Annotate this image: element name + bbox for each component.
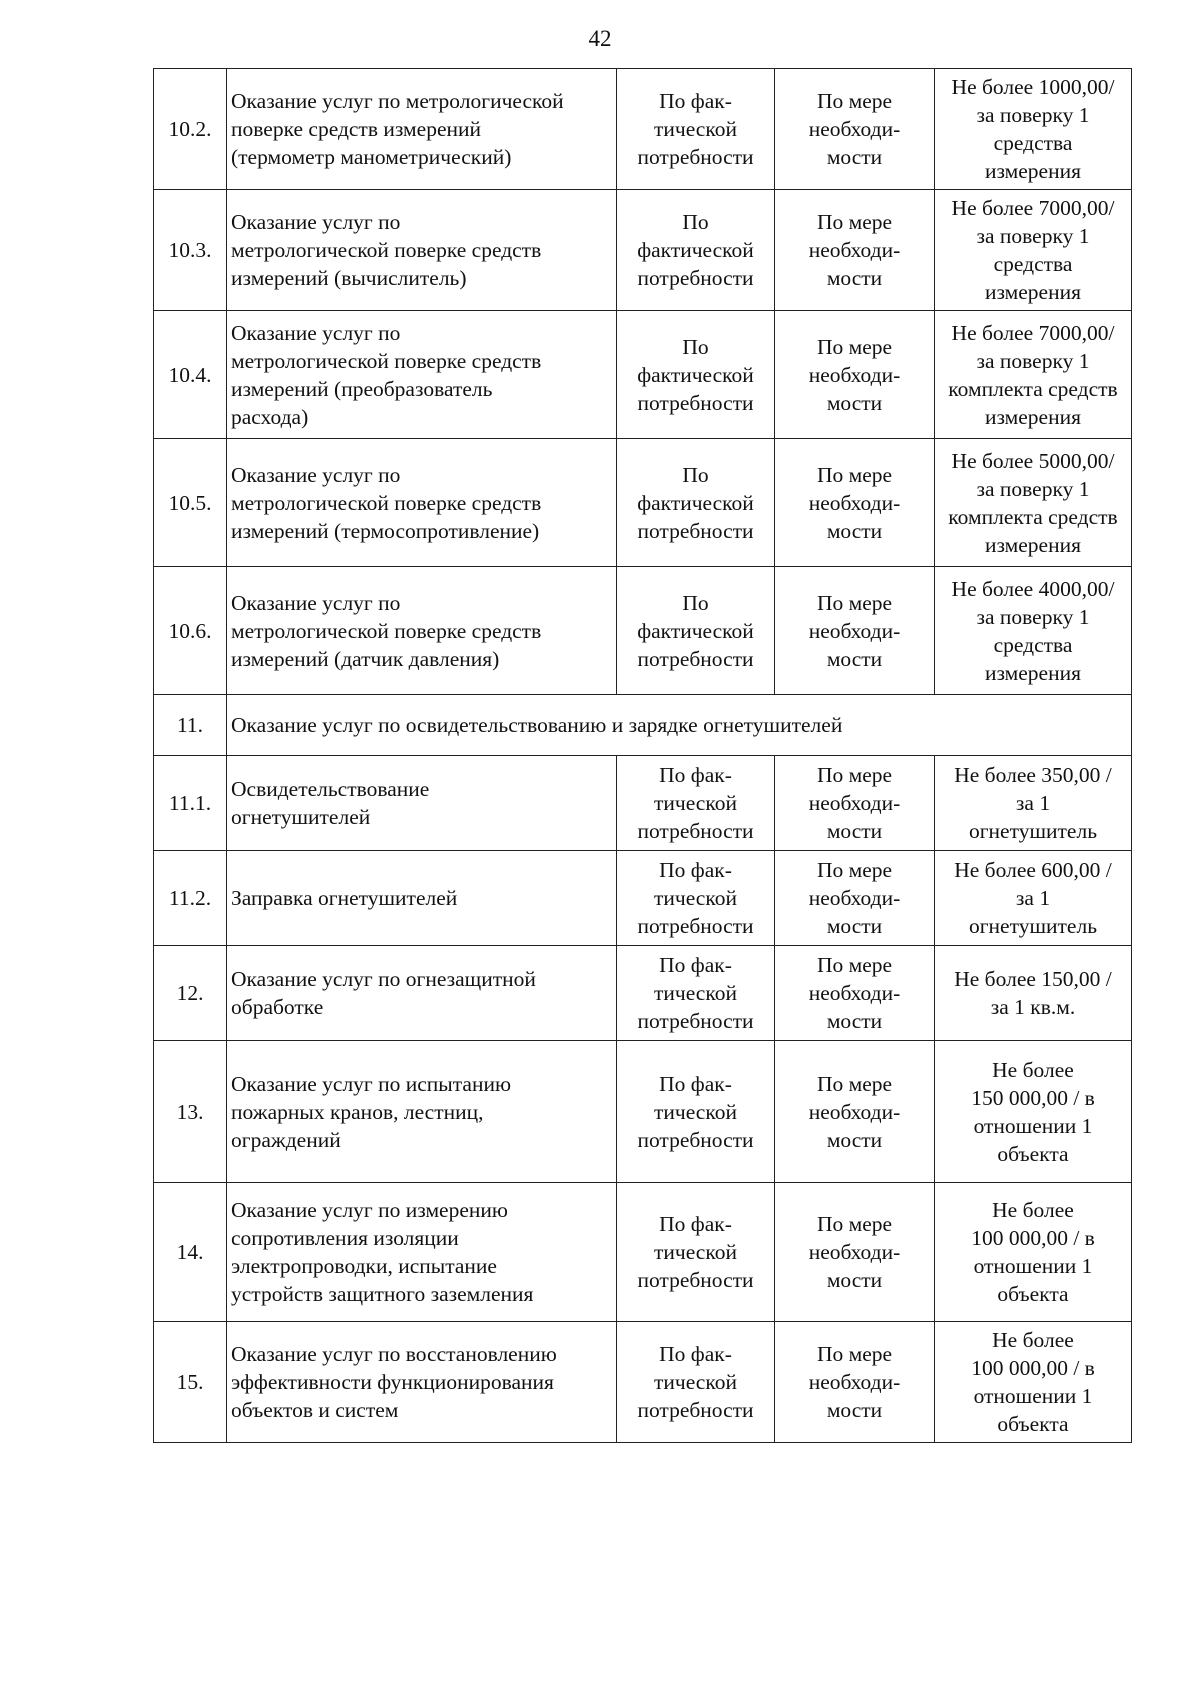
delivery-term: По мере необходи- мости — [775, 946, 935, 1041]
section-title: Оказание услуг по освидетельствованию и зарядке огнетушителей — [227, 695, 1132, 756]
delivery-term: По мере необходи- мости — [775, 311, 935, 439]
section-row — [154, 695, 1132, 756]
need-volume: По фактической потребности — [617, 190, 775, 311]
delivery-term: По мере необходи- мости — [775, 1183, 935, 1322]
service-name: Оказание услуг по метрологической поверке средств измерений (термометр манометрический) — [227, 69, 617, 190]
row-number: 14. — [154, 1183, 227, 1322]
need-volume: По фак- тической потребности — [617, 1183, 775, 1322]
table-row — [154, 190, 1132, 311]
price-limit: Не более 100 000,00 / в отношении 1 объекта — [935, 1322, 1132, 1443]
delivery-term: По мере необходи- мости — [775, 1041, 935, 1183]
delivery-term: По мере необходи- мости — [775, 190, 935, 311]
delivery-term: По мере необходи- мости — [775, 439, 935, 567]
table-row — [154, 1041, 1132, 1183]
service-name: Оказание услуг по метрологической поверке средств измерений (преобразователь расхода) — [227, 311, 617, 439]
service-name: Оказание услуг по метрологической поверке средств измерений (вычислитель) — [227, 190, 617, 311]
table-row — [154, 69, 1132, 190]
need-volume: По фак- тической потребности — [617, 756, 775, 851]
delivery-term: По мере необходи- мости — [775, 567, 935, 695]
table-row — [154, 756, 1132, 851]
price-limit: Не более 150 000,00 / в отношении 1 объекта — [935, 1041, 1132, 1183]
row-number: 15. — [154, 1322, 227, 1443]
row-number: 13. — [154, 1041, 227, 1183]
need-volume: По фак- тической потребности — [617, 851, 775, 946]
row-number: 11.1. — [154, 756, 227, 851]
row-number: 10.5. — [154, 439, 227, 567]
need-volume: По фак- тической потребности — [617, 946, 775, 1041]
service-name: Освидетельствование огнетушителей — [227, 756, 617, 851]
price-limit: Не более 150,00 / за 1 кв.м. — [935, 946, 1132, 1041]
service-name: Заправка огнетушителей — [227, 851, 617, 946]
table-row — [154, 311, 1132, 439]
delivery-term: По мере необходи- мости — [775, 69, 935, 190]
row-number: 12. — [154, 946, 227, 1041]
need-volume: По фак- тической потребности — [617, 69, 775, 190]
price-limit: Не более 600,00 / за 1 огнетушитель — [935, 851, 1132, 946]
need-volume: По фактической потребности — [617, 311, 775, 439]
table-row — [154, 946, 1132, 1041]
price-limit: Не более 4000,00/ за поверку 1 средства измерения — [935, 567, 1132, 695]
row-number: 10.4. — [154, 311, 227, 439]
need-volume: По фактической потребности — [617, 567, 775, 695]
delivery-term: По мере необходи- мости — [775, 756, 935, 851]
price-limit: Не более 350,00 / за 1 огнетушитель — [935, 756, 1132, 851]
service-name: Оказание услуг по испытанию пожарных кранов, лестниц, ограждений — [227, 1041, 617, 1183]
table-row — [154, 1183, 1132, 1322]
table-row — [154, 1322, 1132, 1443]
row-number: 10.6. — [154, 567, 227, 695]
table-row — [154, 439, 1132, 567]
table-row — [154, 851, 1132, 946]
price-limit: Не более 1000,00/ за поверку 1 средства измерения — [935, 69, 1132, 190]
service-name: Оказание услуг по огнезащитной обработке — [227, 946, 617, 1041]
need-volume: По фактической потребности — [617, 439, 775, 567]
need-volume: По фак- тической потребности — [617, 1322, 775, 1443]
row-number: 10.3. — [154, 190, 227, 311]
price-limit: Не более 5000,00/ за поверку 1 комплекта средств измерения — [935, 439, 1132, 567]
price-limit: Не более 7000,00/ за поверку 1 комплекта средств измерения — [935, 311, 1132, 439]
row-number: 11. — [154, 695, 227, 756]
row-number: 10.2. — [154, 69, 227, 190]
service-name: Оказание услуг по восстановлению эффективности функционирования объектов и систем — [227, 1322, 617, 1443]
services-table — [153, 68, 1132, 1443]
delivery-term: По мере необходи- мости — [775, 1322, 935, 1443]
table-row — [154, 567, 1132, 695]
need-volume: По фак- тической потребности — [617, 1041, 775, 1183]
price-limit: Не более 7000,00/ за поверку 1 средства измерения — [935, 190, 1132, 311]
page-number: 42 — [588, 26, 612, 51]
price-limit: Не более 100 000,00 / в отношении 1 объекта — [935, 1183, 1132, 1322]
row-number: 11.2. — [154, 851, 227, 946]
service-name: Оказание услуг по метрологической поверке средств измерений (термосопротивление) — [227, 439, 617, 567]
service-name: Оказание услуг по метрологической поверке средств измерений (датчик давления) — [227, 567, 617, 695]
delivery-term: По мере необходи- мости — [775, 851, 935, 946]
service-name: Оказание услуг по измерению сопротивления изоляции электропроводки, испытание устройств защитного заземления — [227, 1183, 617, 1322]
